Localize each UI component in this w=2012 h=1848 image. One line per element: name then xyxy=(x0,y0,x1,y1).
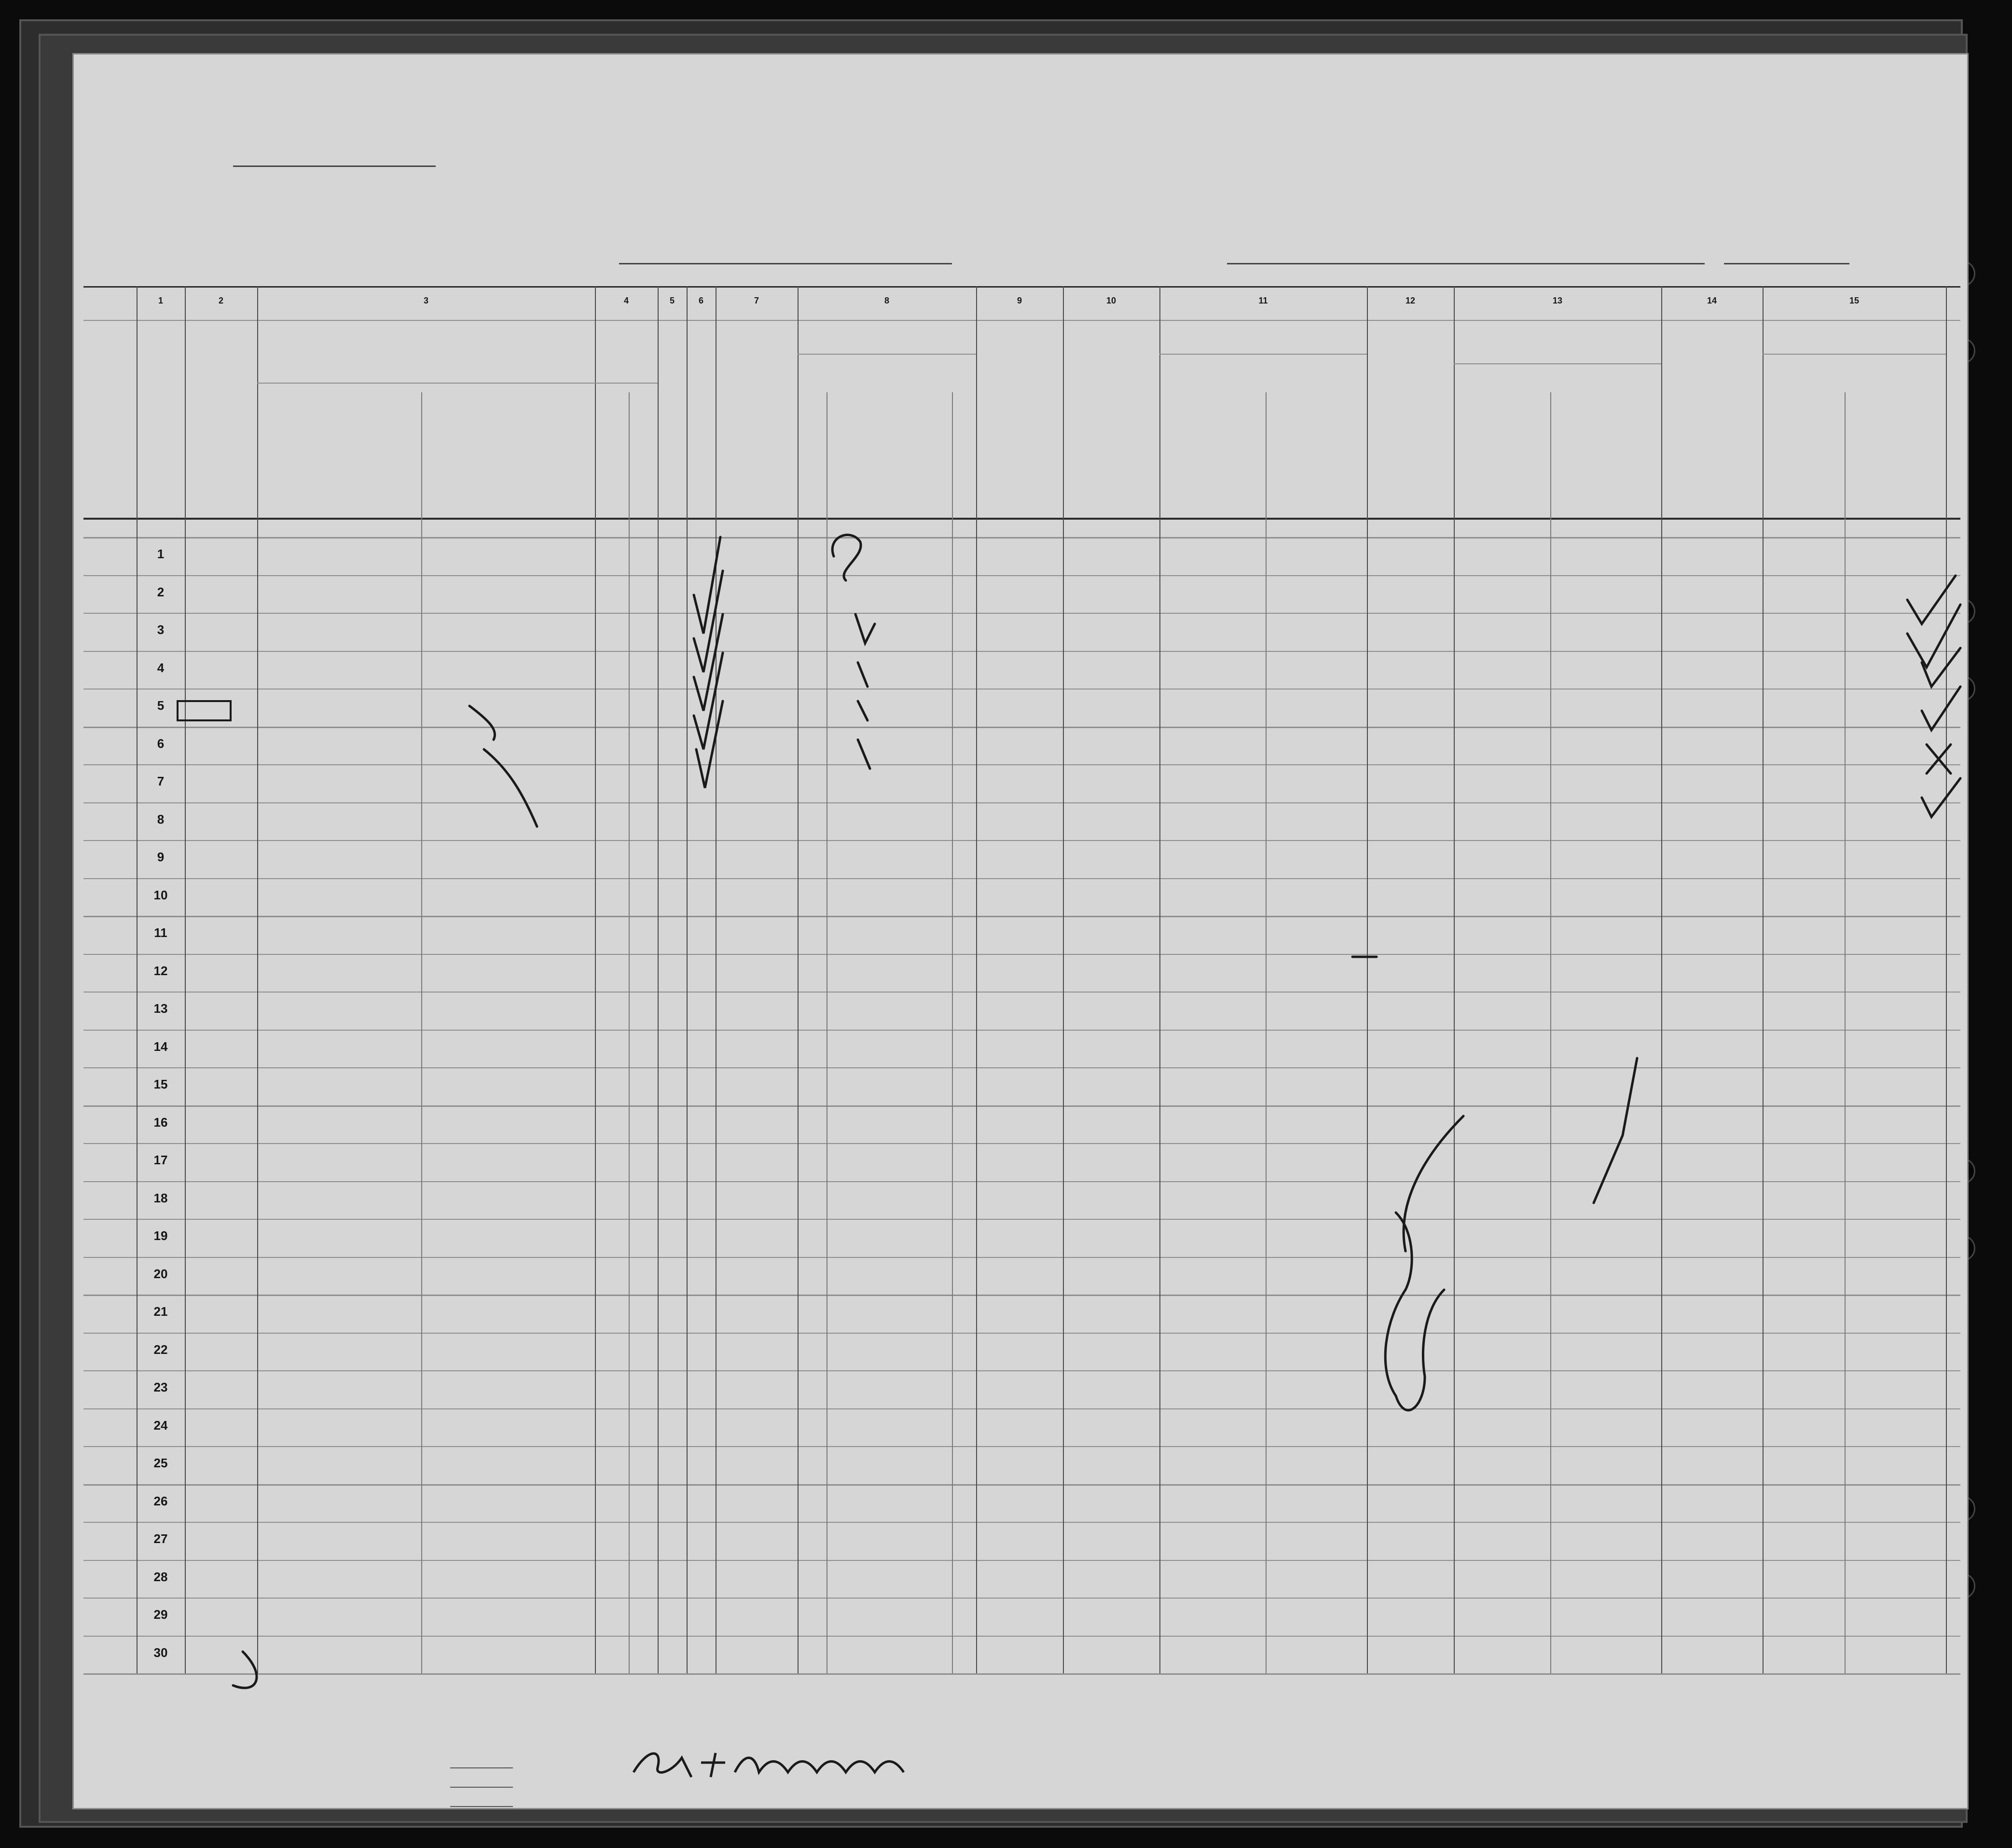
aliens-underline xyxy=(450,1806,513,1807)
row-number: 20 xyxy=(153,1267,168,1281)
row-number: 29 xyxy=(153,1607,168,1622)
column-number: 10 xyxy=(1106,296,1116,305)
column-number: 7 xyxy=(754,296,759,305)
row-number: 4 xyxy=(157,661,165,675)
column-number: 1 xyxy=(158,296,163,305)
check-mark xyxy=(832,535,861,580)
column-number: 5 xyxy=(669,296,675,305)
row-number: 25 xyxy=(153,1456,168,1470)
long-stroke xyxy=(1404,1116,1463,1251)
column-number: 3 xyxy=(423,296,428,305)
column-number: 2 xyxy=(218,296,223,305)
scribble-mark xyxy=(233,1652,257,1688)
row-number: 6 xyxy=(157,736,165,751)
check-mark xyxy=(858,701,868,720)
row-number: 19 xyxy=(153,1228,168,1243)
total-underline xyxy=(450,1767,513,1768)
column-number: 11 xyxy=(1258,296,1268,305)
column-number: 9 xyxy=(1017,296,1022,305)
check-mark xyxy=(1922,687,1960,730)
row-number: 12 xyxy=(153,964,168,978)
manifest-sheet xyxy=(72,53,1969,1809)
check-mark xyxy=(694,653,723,749)
port-underline xyxy=(1227,263,1705,264)
check-mark xyxy=(694,537,720,634)
row-number: 7 xyxy=(157,774,165,788)
row-number: 2 xyxy=(157,585,165,599)
row-number: 15 xyxy=(153,1077,168,1091)
row-number: 16 xyxy=(153,1115,168,1130)
list-underline xyxy=(233,165,436,167)
handwritten-marks xyxy=(74,286,1969,1685)
check-mark xyxy=(1907,576,1956,624)
row-number: 5 xyxy=(157,698,165,713)
check-mark xyxy=(858,662,868,687)
row-number: 30 xyxy=(153,1645,168,1660)
row-number: 28 xyxy=(153,1570,168,1584)
column-number: 4 xyxy=(623,296,629,305)
column-number: 6 xyxy=(698,296,703,305)
check-mark xyxy=(858,740,870,769)
row-number: 27 xyxy=(153,1531,168,1546)
ship-underline xyxy=(619,263,952,264)
check-mark xyxy=(694,571,723,672)
column-number: 13 xyxy=(1552,296,1563,305)
check-mark xyxy=(855,614,875,643)
scribble-mark xyxy=(469,706,537,827)
cross-mark xyxy=(1927,745,1951,773)
column-number: 14 xyxy=(1707,296,1717,305)
row-number: 21 xyxy=(153,1304,168,1319)
row-number: 26 xyxy=(153,1494,168,1508)
column-number: 15 xyxy=(1849,296,1860,305)
row-number: 22 xyxy=(153,1342,168,1357)
check-mark xyxy=(1922,778,1960,817)
row-number: 9 xyxy=(157,850,165,864)
long-stroke xyxy=(1385,1213,1444,1410)
row-number: 23 xyxy=(153,1380,168,1394)
row-number: 24 xyxy=(153,1418,168,1433)
row-number: 1 xyxy=(157,547,165,561)
row-number: 13 xyxy=(153,1001,168,1016)
row-number: 14 xyxy=(153,1039,168,1054)
stamp-box xyxy=(178,701,231,720)
manifest-table xyxy=(74,286,1969,1685)
purser-signature xyxy=(629,1743,966,1787)
column-number: 12 xyxy=(1405,296,1416,305)
row-number: 10 xyxy=(153,888,168,902)
row-number: 11 xyxy=(154,925,167,940)
year-underline xyxy=(1724,263,1849,264)
row-number: 8 xyxy=(157,812,165,827)
row-number: 17 xyxy=(153,1153,168,1167)
long-stroke xyxy=(1594,1058,1637,1203)
row-number: 18 xyxy=(153,1191,168,1205)
citizens-underline xyxy=(450,1787,513,1788)
row-number: 3 xyxy=(157,622,165,637)
check-mark xyxy=(694,614,723,711)
column-number: 8 xyxy=(884,296,889,305)
